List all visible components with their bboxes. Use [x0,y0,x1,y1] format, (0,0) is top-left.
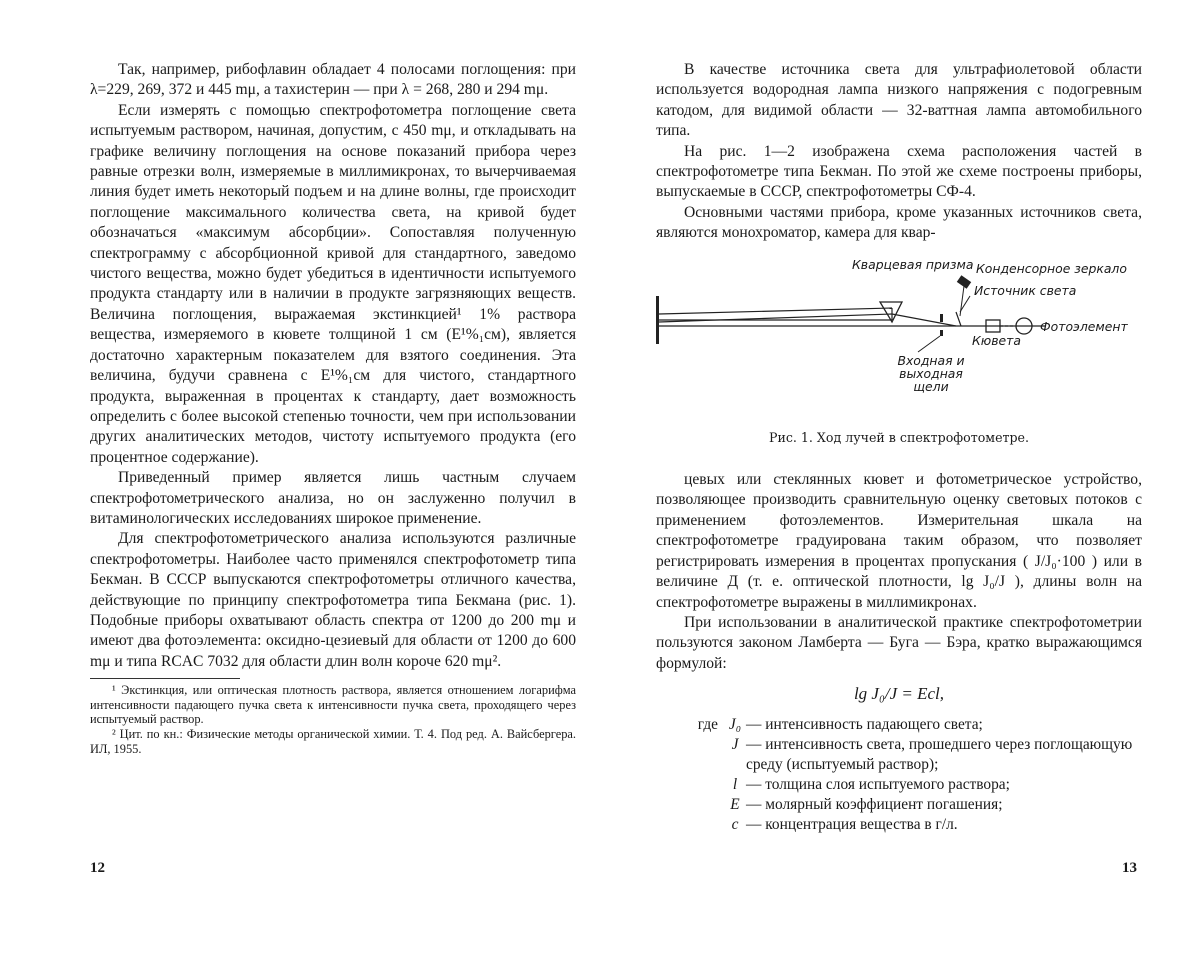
definition-lead [656,735,724,775]
paragraph: В качестве источника света для ультрафиолетовой области используется водородная лампа низкого напряжения с подогревным катодом, для видимой области — 32-ваттная лампа автомобильного типа. [656,61,1142,140]
definition-row [656,715,1142,735]
footnote: ² Цит. по кн.: Физические методы органической химии. Т. 4. Под ред. А. Вайсбергера. ИЛ, 1955. [90,726,576,756]
label-slits: Входная и выходная щели [897,352,965,394]
definition-row [656,815,1142,835]
figure-caption: Рис. 1. Ход лучей в спектрофотометре. [768,429,1030,445]
footnotes [90,678,576,756]
light-beams [659,308,1046,326]
definition-lead [656,815,724,835]
exit-slit [940,330,943,336]
page-number: 13 [1122,860,1137,876]
entrance-slit [940,314,943,322]
label-prism: Кварцевая призма [852,256,974,272]
paragraph: При использовании в аналитической практике спектрофотометрии пользуются законом Ламберта — Буга — Бэра, кратко выражающимся формулой: [656,613,1142,672]
definition-text: — интенсивность света, прошедшего через поглощающую среду (испытуемый раствор); [746,735,1133,773]
definition-symbol: J [731,735,739,753]
label-condenser-mirror: Конденсорное зеркало [976,260,1127,276]
definition-text: — молярный коэффициент погашения; [746,795,1003,813]
label-photocell: Фотоэлемент [1040,318,1128,334]
label-light-source: Источник света [974,282,1077,298]
footnote: ¹ Экстинкция, или оптическая плотность раствора, является отношением логарифма интенсивности падающего пучка света к интенсивности пучка света, проходящего через испытуемый раствор. [90,683,576,727]
paragraph: Приведенный пример является лишь частным случаем спектрофотометрического анализа, но он заслуженно получил в витаминологических исследованиях широкое применение. [90,469,576,527]
definition-row [656,735,1142,775]
left-page [90,60,576,756]
definition-row [656,775,1142,795]
definition-lead [656,795,724,815]
definition-lead [656,775,724,795]
label-cuvette: Кювета [972,332,1021,348]
quartz-prism [880,302,902,322]
lambert-beer-formula: lg J₀/J = Ecl, [853,684,945,704]
definition-text: — толщина слоя испытуемого раствора; [746,775,1010,793]
definition-symbol: J₀ [728,715,742,733]
spectrophotometer-diagram [656,250,1142,418]
definition-symbol: l [732,775,738,793]
paragraph: На рис. 1—2 изображена схема расположения частей в спектрофотометре типа Бекман. По этой же схеме построены приборы, выпускаемые в СССР, спектрофотометры СФ-4. [656,142,1142,201]
footnote-rule [90,678,240,679]
definition-symbol: c [731,815,739,833]
paragraph: Так, например, рибофлавин обладает 4 полосами поглощения: при λ=229, 269, 372 и 445 mμ, а тахистерин — при λ = 268, 280 и 294 mμ. [90,61,576,99]
definition-text: — концентрация вещества в г/л. [746,815,958,833]
paragraph: Если измерять с помощью спектрофотометра поглощение света испытуемым раствором, начиная, допустим, с 450 mμ, и откладывать на графике величину поглощения на основе показаний прибора через равные отрезки волн, измеряемые в миллимикронах, то вычерчиваемая линия будет иметь некоторый подъем и на длине волны, где происходит поглощение максимального количества света, на кривой будет обозначаться «максимум абсорбции». Сопоставляя полученную спектрограмму с абсорбционной кривой для стандартного, заведомо чистого вещества, можно будет убедиться в идентичности испытуемого продукта стандарту или в наличии в продукте загрязняющих веществ. Величина поглощения, выражаемая экстинкцией¹ 1% раствора вещества, измеряемого в кювете толщиной 1 см (E¹%₁см), является достаточно характерным показателем для взятого соединения. Эта величина, будучи сравнена с E¹%₁см для чистого, стандартного продукта, выраженная в процентах к стандарту, дает возможность определить с более высокой степенью точности, чем при использовании других аналитических методов, чистоту испытуемого продукта (его процентное содержание). [90,101,576,466]
page-number: 12 [90,860,105,876]
paragraph: Для спектрофотометрического анализа используются различные спектрофотометры. Наиболее часто применялся спектрофотометр типа Бекман. В СССР выпускаются спектрофотометры отличного качества, действующие по принципу спектрофотометра типа Бекмана (рис. 1). Подобные приборы охватывают область спектра от 1200 до 200 mμ и имеют два фотоэлемента: оксиднo-цезиевый для области от 1200 до 600 mμ и типа RCAC 7032 для области длин волн короче 620 mμ². [90,530,576,670]
paragraph: Основными частями прибора, кроме указанных источников света, являются монохроматор, камера для квар- [656,203,1142,242]
right-page [656,60,1142,835]
definition-symbol: E [730,795,740,813]
definition-text: — интенсивность падающего света; [746,715,983,733]
collimating-mirror [656,296,659,344]
formula-definitions [656,715,1142,835]
definition-lead: где [697,715,718,733]
paragraph: цевых или стеклянных кювет и фотометрическое устройство, позволяющее производить сравнительную оценку световых потоков с применением фотоэлементов. Измерительная шкала на спектрофотометре градуирована таким образом, что позволяет регистрировать измерения в процентах пропускания ( J/J₀·100 ) или в величине Д (т. е. оптической плотности, lg J₀/J ), длины волн на спектрофотометре выражены в миллимикронах. [656,471,1142,611]
definition-row [656,795,1142,815]
